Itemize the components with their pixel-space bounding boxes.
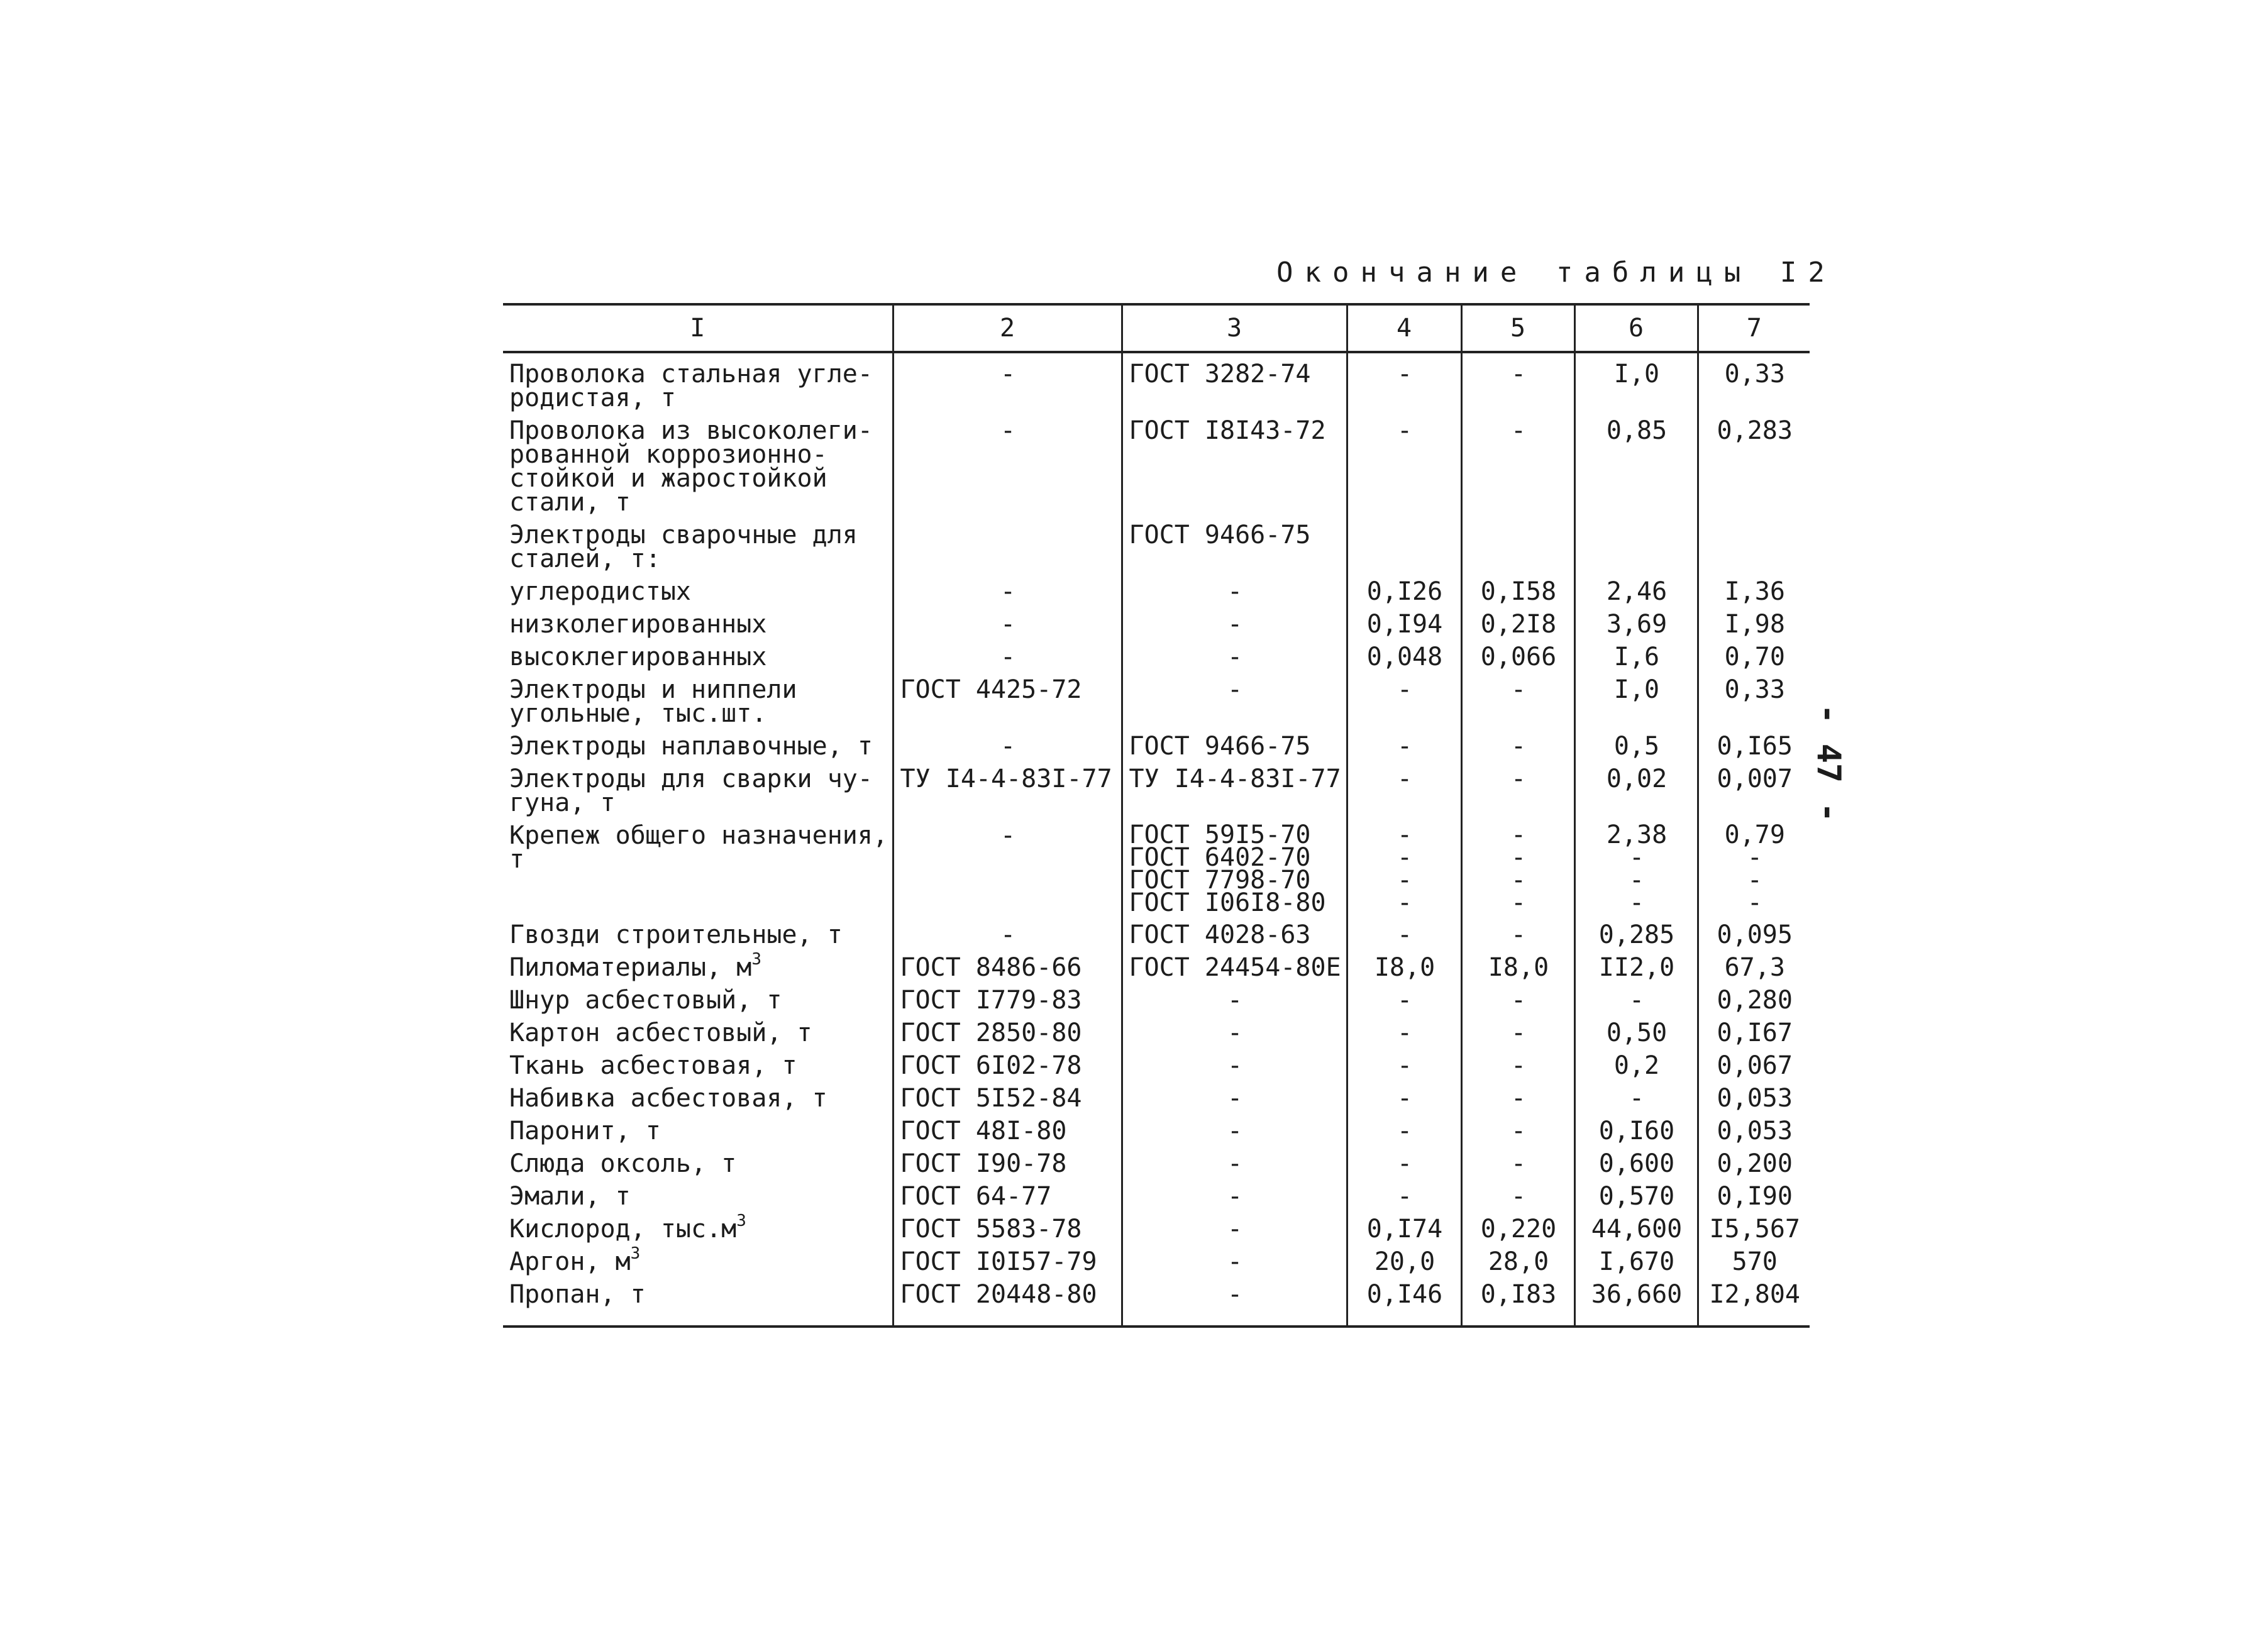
cell-c2: ТУ I4-4-83I-77	[893, 762, 1122, 819]
name-line: Крепеж общего назначения,	[509, 821, 888, 850]
name-line: Слюда оксоль, т	[509, 1149, 737, 1178]
cell-c5: -	[1461, 983, 1574, 1016]
cell-c7: I5,567	[1698, 1212, 1810, 1245]
cell-line: -	[1397, 888, 1413, 917]
cell-c4: -	[1347, 1016, 1461, 1049]
cell-material-name	[503, 1277, 893, 1327]
table-row	[503, 1016, 1810, 1049]
cell-c3: -	[1122, 673, 1347, 729]
name-line: угольные, тыс.шт.	[509, 699, 767, 728]
cell-c3: -	[1122, 1114, 1347, 1147]
cell-c3: -	[1122, 1212, 1347, 1245]
cell-c6: I,0	[1574, 673, 1698, 729]
cell-material-name	[503, 352, 893, 414]
cell-line: -	[1747, 866, 1762, 895]
cell-c4: -	[1347, 983, 1461, 1016]
cell-c2: ГОСТ 64-77	[893, 1179, 1122, 1212]
cell-c2	[893, 518, 1122, 575]
cell-c2: ГОСТ 2850-80	[893, 1016, 1122, 1049]
cell-c3: -	[1122, 1179, 1347, 1212]
column-header: 6	[1574, 304, 1698, 352]
cell-line: -	[1629, 888, 1645, 917]
cell-c6	[1574, 518, 1698, 575]
table-caption: Окончание таблицы I2	[1276, 257, 1836, 289]
cell-c6: I,6	[1574, 640, 1698, 673]
column-header: 3	[1122, 304, 1347, 352]
cell-c7: 0,33	[1698, 352, 1810, 414]
cell-line: -	[1747, 843, 1762, 872]
name-line: углеродистых	[509, 577, 691, 606]
cell-c5: 28,0	[1461, 1245, 1574, 1277]
cell-material-name	[503, 1147, 893, 1179]
cell-c2: -	[893, 414, 1122, 518]
cell-c6: I,0	[1574, 352, 1698, 414]
cell-c2: -	[893, 918, 1122, 951]
table-row	[503, 1049, 1810, 1081]
cell-line: 2,38	[1606, 820, 1668, 849]
cell-c2: ГОСТ 4425-72	[893, 673, 1122, 729]
cell-c6: I,670	[1574, 1245, 1698, 1277]
cell-line: -	[1510, 866, 1527, 895]
unit-superscript: 3	[736, 1211, 746, 1230]
cell-line: -	[1397, 820, 1413, 849]
table-row	[503, 983, 1810, 1016]
cell-material-name	[503, 607, 893, 640]
table-row	[503, 518, 1810, 575]
cell-c6: 36,660	[1574, 1277, 1698, 1327]
cell-c5: 0,066	[1461, 640, 1574, 673]
cell-c7: I,98	[1698, 607, 1810, 640]
name-line: Проволока стальная угле-	[509, 360, 873, 389]
name-text: Аргон, м	[509, 1247, 631, 1276]
cell-line: ГОСТ 59I5-70	[1129, 820, 1311, 849]
cell-line: -	[1397, 843, 1413, 872]
cell-c5: -	[1461, 762, 1574, 819]
cell-material-name	[503, 819, 893, 918]
cell-c3: -	[1122, 1277, 1347, 1327]
cell-c7: 570	[1698, 1245, 1810, 1277]
cell-material-name	[503, 762, 893, 819]
cell-c2: -	[893, 575, 1122, 607]
table-row	[503, 1179, 1810, 1212]
cell-c4: -	[1347, 1147, 1461, 1179]
name-line: Эмали, т	[509, 1182, 631, 1211]
table-row	[503, 673, 1810, 729]
cell-c3: -	[1122, 1245, 1347, 1277]
name-line: стали, т	[509, 488, 631, 517]
cell-c4: 20,0	[1347, 1245, 1461, 1277]
cell-c2: -	[893, 819, 1122, 918]
cell-line: -	[1510, 888, 1527, 917]
cell-c2: -	[893, 607, 1122, 640]
name-line: Набивка асбестовая, т	[509, 1084, 827, 1113]
cell-c7	[1698, 518, 1810, 575]
cell-c6: 0,285	[1574, 918, 1698, 951]
table-row	[503, 640, 1810, 673]
table-row	[503, 414, 1810, 518]
table-row	[503, 1081, 1810, 1114]
cell-c6: 0,I60	[1574, 1114, 1698, 1147]
table-row	[503, 1114, 1810, 1147]
cell-c4: -	[1347, 673, 1461, 729]
cell-c6: -	[1574, 1081, 1698, 1114]
cell-c7: 0,053	[1698, 1114, 1810, 1147]
cell-c2: ГОСТ I90-78	[893, 1147, 1122, 1179]
cell-c2: ГОСТ 5583-78	[893, 1212, 1122, 1245]
cell-c6: 2,46	[1574, 575, 1698, 607]
cell-c3: ГОСТ 4028-63	[1122, 918, 1347, 951]
column-header: 5	[1461, 304, 1574, 352]
cell-c7: 0,33	[1698, 673, 1810, 729]
cell-c5: -	[1461, 1114, 1574, 1147]
cell-c4	[1347, 518, 1461, 575]
cell-material-name	[503, 1049, 893, 1081]
cell-c4: -	[1347, 1114, 1461, 1147]
cell-c7: 0,I90	[1698, 1179, 1810, 1212]
cell-c5: -	[1461, 1016, 1574, 1049]
table-row	[503, 1147, 1810, 1179]
table-row	[503, 762, 1810, 819]
cell-material-name	[503, 1016, 893, 1049]
name-line: Картон асбестовый, т	[509, 1018, 812, 1047]
name-text: Пиломатериалы, м	[509, 953, 752, 982]
cell-c3: ТУ I4-4-83I-77	[1122, 762, 1347, 819]
name-line: сталей, т:	[509, 544, 661, 573]
cell-c7	[1698, 819, 1810, 918]
cell-material-name	[503, 1081, 893, 1114]
cell-line: -	[1629, 843, 1645, 872]
unit-superscript: 3	[751, 950, 761, 969]
cell-c6: 0,5	[1574, 729, 1698, 762]
cell-material-name	[503, 1114, 893, 1147]
column-header: 2	[893, 304, 1122, 352]
cell-line: -	[1397, 866, 1413, 895]
cell-c4: 0,048	[1347, 640, 1461, 673]
cell-c4: -	[1347, 1179, 1461, 1212]
cell-c4: -	[1347, 414, 1461, 518]
table-row	[503, 918, 1810, 951]
cell-c7: I2,804	[1698, 1277, 1810, 1327]
cell-c7: 0,I65	[1698, 729, 1810, 762]
cell-c7: 0,I67	[1698, 1016, 1810, 1049]
cell-c3: -	[1122, 1049, 1347, 1081]
name-line: гуна, т	[509, 788, 616, 817]
cell-material-name	[503, 1245, 893, 1277]
name-text: Кислород, тыс.м	[509, 1215, 737, 1244]
cell-c4: 0,I26	[1347, 575, 1461, 607]
table-body	[503, 352, 1810, 1327]
cell-c2: -	[893, 729, 1122, 762]
cell-c6: 44,600	[1574, 1212, 1698, 1245]
cell-c6: 0,2	[1574, 1049, 1698, 1081]
name-line: Электроды для сварки чу-	[509, 764, 873, 793]
cell-material-name	[503, 518, 893, 575]
cell-line: -	[1510, 843, 1527, 872]
cell-line: -	[1747, 888, 1762, 917]
cell-c5: I8,0	[1461, 951, 1574, 983]
cell-c4: -	[1347, 729, 1461, 762]
cell-c5	[1461, 518, 1574, 575]
cell-c7: 0,053	[1698, 1081, 1810, 1114]
table-row	[503, 1245, 1810, 1277]
cell-material-name	[503, 414, 893, 518]
table-row	[503, 729, 1810, 762]
cell-c6: II2,0	[1574, 951, 1698, 983]
cell-c5: -	[1461, 1081, 1574, 1114]
cell-c2: ГОСТ I0I57-79	[893, 1245, 1122, 1277]
table-row	[503, 607, 1810, 640]
cell-c2: ГОСТ 5I52-84	[893, 1081, 1122, 1114]
cell-c4: -	[1347, 762, 1461, 819]
cell-c5: -	[1461, 918, 1574, 951]
cell-c4: I8,0	[1347, 951, 1461, 983]
cell-material-name	[503, 1179, 893, 1212]
name-line: родистая, т	[509, 383, 676, 412]
cell-c2: ГОСТ 20448-80	[893, 1277, 1122, 1327]
cell-c4	[1347, 819, 1461, 918]
table-row	[503, 1212, 1810, 1245]
cell-c3: -	[1122, 640, 1347, 673]
cell-material-name	[503, 951, 893, 983]
cell-material-name	[503, 640, 893, 673]
cell-c5: -	[1461, 414, 1574, 518]
name-line: низколегированных	[509, 610, 767, 639]
cell-material-name	[503, 729, 893, 762]
cell-c6: 3,69	[1574, 607, 1698, 640]
cell-c6: 0,85	[1574, 414, 1698, 518]
cell-c6: 0,570	[1574, 1179, 1698, 1212]
cell-c3: ГОСТ 9466-75	[1122, 518, 1347, 575]
cell-c3: -	[1122, 983, 1347, 1016]
cell-c7: 67,3	[1698, 951, 1810, 983]
cell-c3: ГОСТ 9466-75	[1122, 729, 1347, 762]
cell-line: -	[1510, 820, 1527, 849]
cell-c6: 0,600	[1574, 1147, 1698, 1179]
cell-c2: ГОСТ 8486-66	[893, 951, 1122, 983]
cell-line: -	[1629, 866, 1645, 895]
cell-material-name	[503, 575, 893, 607]
cell-c5: -	[1461, 1179, 1574, 1212]
cell-c3	[1122, 819, 1347, 918]
cell-c7: 0,200	[1698, 1147, 1810, 1179]
cell-c6: 0,50	[1574, 1016, 1698, 1049]
name-line: рованной коррозионно-	[509, 440, 827, 469]
name-line: Электроды наплавочные, т	[509, 732, 873, 761]
column-header: I	[503, 304, 893, 352]
cell-c3: -	[1122, 1016, 1347, 1049]
cell-c7: 0,095	[1698, 918, 1810, 951]
cell-c4: -	[1347, 352, 1461, 414]
cell-c5: -	[1461, 1049, 1574, 1081]
table-row	[503, 951, 1810, 983]
cell-c5: 0,220	[1461, 1212, 1574, 1245]
name-line: т	[509, 845, 525, 874]
cell-c2: ГОСТ 48I-80	[893, 1114, 1122, 1147]
table-row	[503, 1277, 1810, 1327]
unit-superscript: 3	[630, 1244, 641, 1263]
header-row	[503, 304, 1810, 352]
cell-c6	[1574, 819, 1698, 918]
page-number: - 47 -	[1810, 704, 1847, 822]
cell-c2: ГОСТ I779-83	[893, 983, 1122, 1016]
table-row	[503, 575, 1810, 607]
name-line: Пропан, т	[509, 1280, 646, 1309]
cell-c4: 0,I46	[1347, 1277, 1461, 1327]
cell-c3: -	[1122, 1147, 1347, 1179]
cell-c2: -	[893, 640, 1122, 673]
cell-c7: 0,067	[1698, 1049, 1810, 1081]
cell-line: ГОСТ 7798-70	[1129, 866, 1311, 895]
cell-c5: -	[1461, 352, 1574, 414]
cell-c5	[1461, 819, 1574, 918]
name-line: Гвозди строительные, т	[509, 920, 843, 949]
cell-c3: -	[1122, 1081, 1347, 1114]
cell-c7: 0,283	[1698, 414, 1810, 518]
name-line: Проволока из высоколеги-	[509, 416, 873, 445]
cell-c6: -	[1574, 983, 1698, 1016]
name-line: стойкой и жаростойкой	[509, 464, 827, 493]
cell-c4: 0,I74	[1347, 1212, 1461, 1245]
cell-c5: -	[1461, 1147, 1574, 1179]
cell-material-name	[503, 983, 893, 1016]
cell-c6: 0,02	[1574, 762, 1698, 819]
cell-c7: 0,007	[1698, 762, 1810, 819]
name-line: Электроды сварочные для	[509, 521, 858, 549]
cell-line: ГОСТ I06I8-80	[1129, 888, 1326, 917]
materials-table	[503, 303, 1810, 1328]
name-line: Шнур асбестовый, т	[509, 986, 782, 1015]
name-line: Электроды и ниппели	[509, 675, 797, 704]
cell-c5: 0,I83	[1461, 1277, 1574, 1327]
cell-material-name	[503, 918, 893, 951]
cell-line: ГОСТ 6402-70	[1129, 843, 1311, 872]
cell-c5: -	[1461, 729, 1574, 762]
column-header: 7	[1698, 304, 1810, 352]
cell-c3: ГОСТ 3282-74	[1122, 352, 1347, 414]
cell-c7: 0,280	[1698, 983, 1810, 1016]
cell-c4: -	[1347, 1049, 1461, 1081]
cell-c2: ГОСТ 6I02-78	[893, 1049, 1122, 1081]
cell-c7: 0,70	[1698, 640, 1810, 673]
cell-c7: I,36	[1698, 575, 1810, 607]
column-header: 4	[1347, 304, 1461, 352]
cell-material-name	[503, 673, 893, 729]
name-line: Ткань асбестовая, т	[509, 1051, 797, 1080]
cell-c5: -	[1461, 673, 1574, 729]
cell-c2: -	[893, 352, 1122, 414]
cell-c5: 0,2I8	[1461, 607, 1574, 640]
cell-c4: -	[1347, 1081, 1461, 1114]
cell-c4: 0,I94	[1347, 607, 1461, 640]
cell-line: 0,79	[1724, 820, 1785, 849]
cell-material-name	[503, 1212, 893, 1245]
cell-c5: 0,I58	[1461, 575, 1574, 607]
name-line: высоклегированных	[509, 643, 767, 671]
cell-c3: -	[1122, 607, 1347, 640]
name-line: Паронит, т	[509, 1117, 661, 1145]
table-row	[503, 819, 1810, 918]
cell-c4: -	[1347, 918, 1461, 951]
cell-c3: ГОСТ I8I43-72	[1122, 414, 1347, 518]
table-row	[503, 352, 1810, 414]
cell-c3: ГОСТ 24454-80Е	[1122, 951, 1347, 983]
cell-c3: -	[1122, 575, 1347, 607]
